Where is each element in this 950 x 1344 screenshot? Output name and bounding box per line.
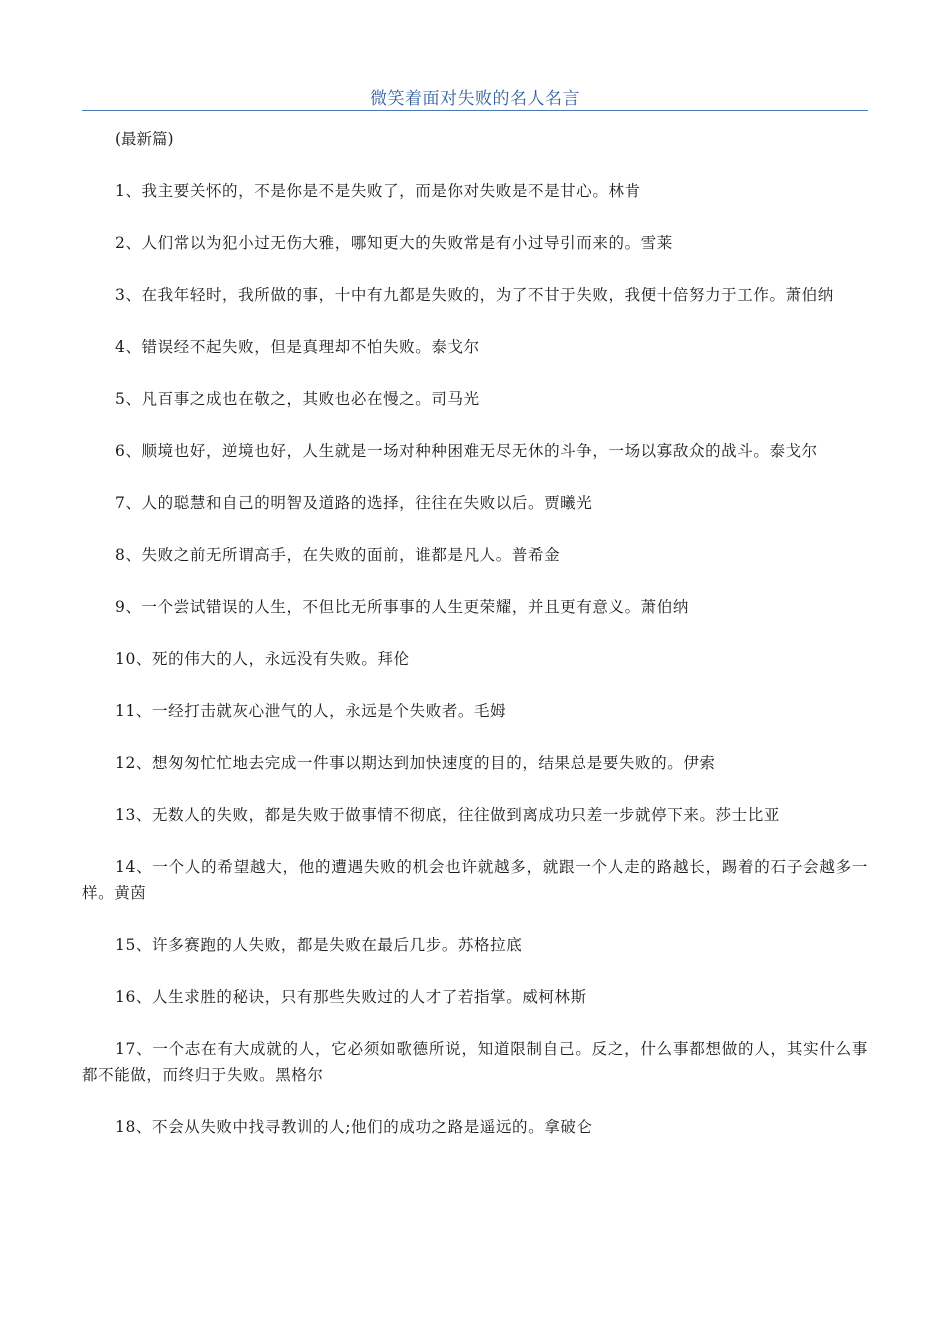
quote-paragraph: 17、一个志在有大成就的人，它必须如歌德所说，知道限制自己。反之，什么事都想做的人，其实什么事都不能做，而终归于失败。黑格尔: [82, 1040, 868, 1084]
quote-paragraph: 2、人们常以为犯小过无伤大雅，哪知更大的失败常是有小过导引而来的。雪莱: [115, 234, 673, 252]
subtitle: (最新篇): [115, 130, 174, 148]
quote-paragraph: 16、人生求胜的秘诀，只有那些失败过的人才了若指掌。威柯林斯: [115, 988, 587, 1006]
document-body: [82, 126, 868, 1166]
quote-paragraph: 4、错误经不起失败，但是真理却不怕失败。泰戈尔: [115, 338, 480, 356]
quote-paragraph: 13、无数人的失败，都是失败于做事情不彻底，往往做到离成功只差一步就停下来。莎士比亚: [115, 806, 780, 824]
quote-paragraph: 11、一经打击就灰心泄气的人，永远是个失败者。毛姆: [115, 702, 507, 720]
quote-paragraph: 15、许多赛跑的人失败，都是失败在最后几步。苏格拉底: [115, 936, 523, 954]
page-title: 微笑着面对失败的名人名言: [370, 89, 580, 109]
quote-paragraph: 5、凡百事之成也在敬之，其败也必在慢之。司马光: [115, 390, 480, 408]
quote-paragraph: 9、一个尝试错误的人生，不但比无所事事的人生更荣耀，并且更有意义。萧伯纳: [115, 598, 689, 616]
quote-paragraph: 3、在我年轻时，我所做的事，十中有九都是失败的，为了不甘于失败，我便十倍努力于工作。萧伯纳: [115, 286, 834, 304]
quote-paragraph: 12、想匆匆忙忙地去完成一件事以期达到加快速度的目的，结果总是要失败的。伊索: [115, 754, 716, 772]
quote-paragraph: 6、顺境也好，逆境也好，人生就是一场对种种困难无尽无休的斗争，一场以寡敌众的战斗。泰戈尔: [115, 442, 818, 460]
page-header: [82, 82, 868, 111]
quote-paragraph: 8、失败之前无所谓高手，在失败的面前，谁都是凡人。普希金: [115, 546, 561, 564]
quote-paragraph: 10、死的伟大的人，永远没有失败。拜伦: [115, 650, 410, 668]
quote-paragraph: 18、不会从失败中找寻教训的人;他们的成功之路是遥远的。拿破仑: [115, 1118, 593, 1136]
quote-paragraph: 14、一个人的希望越大，他的遭遇失败的机会也许就越多，就跟一个人走的路越长，踢着的石子会越多一样。黄茵: [82, 858, 868, 902]
quote-paragraph: 7、人的聪慧和自己的明智及道路的选择，往往在失败以后。贾曦光: [115, 494, 593, 512]
quote-paragraph: 1、我主要关怀的，不是你是不是失败了，而是你对失败是不是甘心。林肯: [115, 182, 641, 200]
